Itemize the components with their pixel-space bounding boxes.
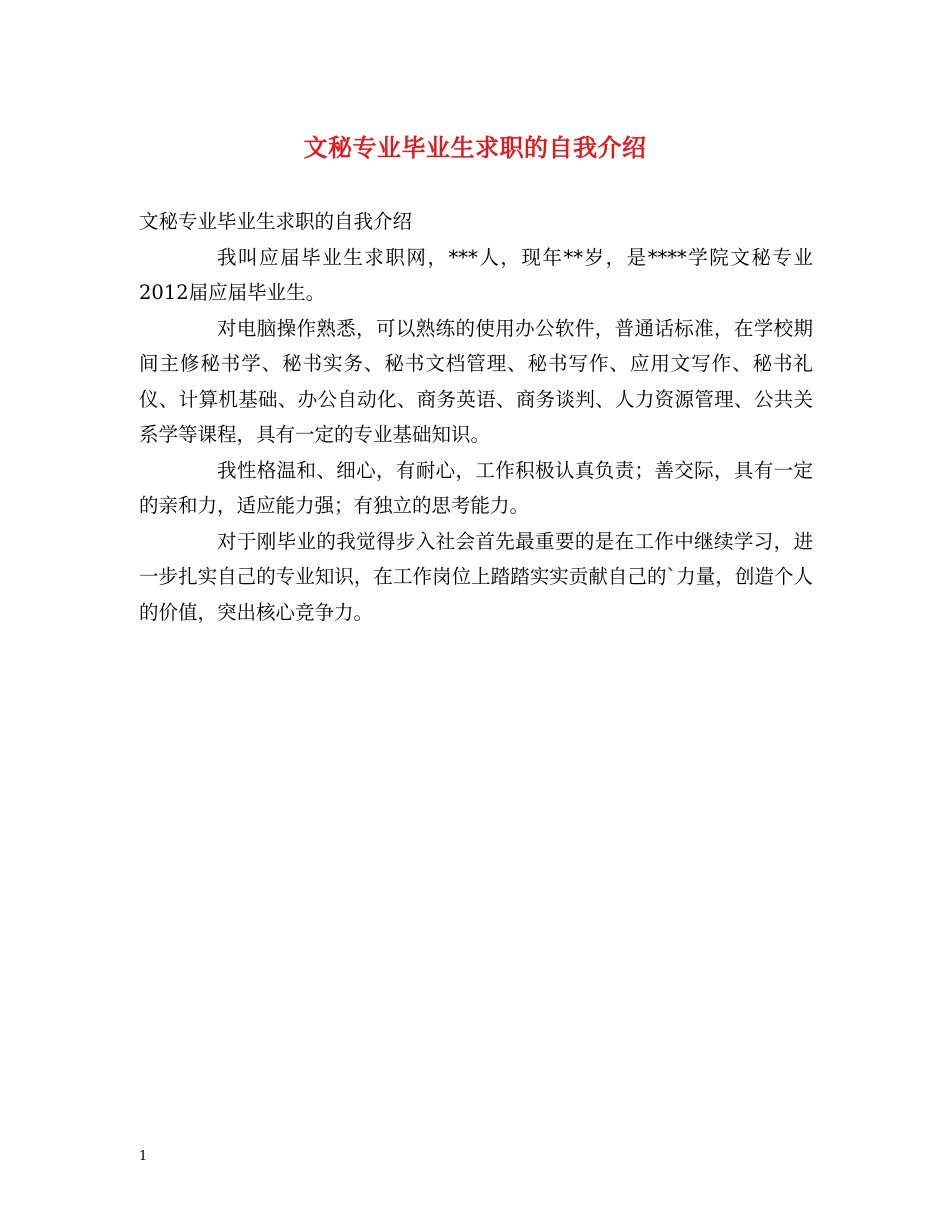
paragraph-intro: 我叫应届毕业生求职网，***人，现年**岁，是****学院文秘专业2012届应届毕业生。 (139, 245, 813, 304)
paragraph-personality: 我性格温和、细心，有耐心，工作积极认真负责；善交际，具有一定的亲和力，适应能力强；有独立的思考能力。 (139, 458, 813, 517)
document-body (139, 204, 813, 630)
paragraph-skills: 对电脑操作熟悉，可以熟练的使用办公软件，普通话标准，在学校期间主修秘书学、秘书实务、秘书文档管理、秘书写作、应用文写作、秘书礼仪、计算机基础、办公自动化、商务英语、商务谈判、人力资源管理、公共关系学等课程，具有一定的专业基础知识。 (139, 316, 813, 446)
body-heading-line: 文秘专业毕业生求职的自我介绍 (139, 210, 413, 233)
document-title: 文秘专业毕业生求职的自我介绍 (303, 133, 647, 162)
page-number: 1 (139, 1149, 148, 1164)
paragraph-goals: 对于刚毕业的我觉得步入社会首先最重要的是在工作中继续学习，进一步扎实自己的专业知识，在工作岗位上踏踏实实贡献自己的`力量，创造个人的价值，突出核心竞争力。 (139, 529, 813, 624)
